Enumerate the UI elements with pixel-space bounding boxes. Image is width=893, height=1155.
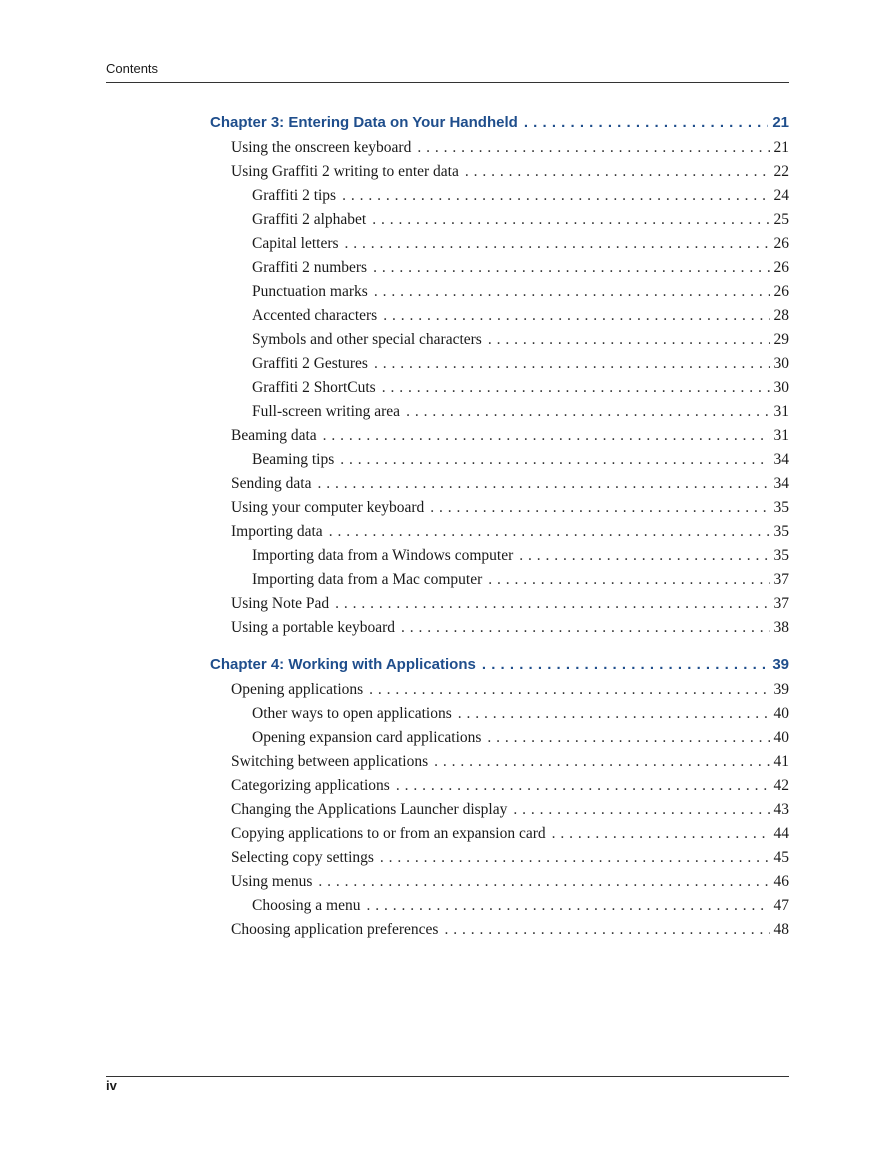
toc-entry[interactable] [210,678,789,702]
entry-page-number: 29 [773,331,789,348]
dot-leader [382,376,770,400]
toc-subentry[interactable] [210,184,789,208]
entry-page-number: 28 [773,307,789,324]
entry-title: Punctuation marks [252,283,368,300]
entry-page-number: 30 [773,355,789,372]
dot-leader [552,822,770,846]
chapter-section [210,110,789,640]
dot-leader [329,520,770,544]
table-of-contents [210,110,789,942]
entry-page-number: 37 [773,595,789,612]
toc-entry[interactable] [210,136,789,160]
toc-subentry[interactable] [210,448,789,472]
toc-entry[interactable] [210,592,789,616]
entry-title: Copying applications to or from an expansion card [231,825,546,842]
dot-leader [345,232,770,256]
entry-title: Graffiti 2 alphabet [252,211,367,228]
toc-subentry[interactable] [210,232,789,256]
toc-entry[interactable] [210,424,789,448]
entry-page-number: 45 [773,849,789,866]
entry-title: Categorizing applications [231,777,390,794]
toc-entry[interactable] [210,870,789,894]
entry-title: Selecting copy settings [231,849,374,866]
dot-leader [380,846,770,870]
entry-page-number: 34 [773,475,789,492]
toc-subentry[interactable] [210,352,789,376]
dot-leader [367,894,770,918]
entry-page-number: 26 [773,259,789,276]
toc-entry[interactable] [210,846,789,870]
entry-page-number: 37 [773,571,789,588]
dot-leader [374,352,770,376]
dot-leader [524,110,769,136]
toc-entry[interactable] [210,822,789,846]
entry-page-number: 43 [773,801,789,818]
entry-title: Importing data [231,523,323,540]
entry-title: Choosing a menu [252,897,361,914]
entry-title: Switching between applications [231,753,429,770]
entry-title: Accented characters [252,307,378,324]
entry-page-number: 34 [773,451,789,468]
entry-page-number: 35 [773,499,789,516]
dot-leader [383,304,769,328]
entry-title: Symbols and other special characters [252,331,482,348]
chapter-heading-link[interactable] [210,110,789,136]
entry-page-number: 24 [773,187,789,204]
toc-entry[interactable] [210,918,789,942]
entry-title: Importing data from a Mac computer [252,571,483,588]
entry-title: Using menus [231,873,313,890]
dot-leader [444,918,769,942]
entry-title: Full-screen writing area [252,403,401,420]
entry-page-number: 39 [773,681,789,698]
toc-entry[interactable] [210,520,789,544]
toc-subentry[interactable] [210,568,789,592]
dot-leader [430,496,769,520]
entry-title: Choosing application preferences [231,921,439,938]
chapter-title: Chapter 4: Working with Applications [210,656,476,673]
toc-subentry[interactable] [210,256,789,280]
dot-leader [318,870,769,894]
chapter-title: Chapter 3: Entering Data on Your Handheld [210,114,518,131]
entry-title: Using a portable keyboard [231,619,395,636]
dot-leader [488,568,769,592]
toc-subentry[interactable] [210,726,789,750]
entry-page-number: 38 [773,619,789,636]
dot-leader [458,702,770,726]
entry-title: Graffiti 2 tips [252,187,337,204]
dot-leader [374,280,770,304]
entry-title: Beaming tips [252,451,335,468]
chapter-page-number: 21 [772,114,789,131]
toc-subentry[interactable] [210,544,789,568]
toc-subentry[interactable] [210,894,789,918]
toc-entry[interactable] [210,774,789,798]
toc-subentry[interactable] [210,376,789,400]
entry-page-number: 35 [773,547,789,564]
toc-entry[interactable] [210,496,789,520]
entry-title: Other ways to open applications [252,705,452,722]
chapter-heading-link[interactable] [210,652,789,678]
dot-leader [465,160,770,184]
entry-page-number: 40 [773,705,789,722]
entry-title: Graffiti 2 numbers [252,259,368,276]
entry-title: Graffiti 2 Gestures [252,355,368,372]
entry-title: Using Graffiti 2 writing to enter data [231,163,459,180]
dot-leader [513,798,769,822]
entry-page-number: 26 [773,235,789,252]
dot-leader [318,472,770,496]
entry-page-number: 31 [773,403,789,420]
toc-subentry[interactable] [210,280,789,304]
entry-page-number: 30 [773,379,789,396]
entry-title: Using the onscreen keyboard [231,139,412,156]
dot-leader [406,400,769,424]
dot-leader [434,750,769,774]
entry-page-number: 41 [773,753,789,770]
chapter-page-number: 39 [772,656,789,673]
entry-page-number: 46 [773,873,789,890]
dot-leader [342,184,769,208]
chapter-section [210,652,789,942]
entry-page-number: 40 [773,729,789,746]
toc-subentry[interactable] [210,702,789,726]
dot-leader [482,652,768,678]
entry-title: Importing data from a Windows computer [252,547,514,564]
toc-entry[interactable] [210,472,789,496]
entry-page-number: 22 [773,163,789,180]
entry-page-number: 47 [773,897,789,914]
dot-leader [323,424,770,448]
entry-title: Using Note Pad [231,595,330,612]
toc-subentry[interactable] [210,304,789,328]
dot-leader [487,726,769,750]
dot-leader [401,616,770,640]
dot-leader [417,136,769,160]
toc-subentry[interactable] [210,208,789,232]
entry-title: Beaming data [231,427,317,444]
dot-leader [488,328,770,352]
entry-title: Opening expansion card applications [252,729,482,746]
entry-page-number: 48 [773,921,789,938]
toc-entry[interactable] [210,750,789,774]
toc-entry[interactable] [210,798,789,822]
entry-page-number: 42 [773,777,789,794]
page-number: iv [106,1078,117,1093]
header-rule [106,82,789,83]
dot-leader [372,208,769,232]
dot-leader [335,592,769,616]
dot-leader [340,448,769,472]
footer-rule [106,1076,789,1077]
entry-page-number: 21 [773,139,789,156]
dot-leader [519,544,769,568]
entry-page-number: 26 [773,283,789,300]
toc-subentry[interactable] [210,400,789,424]
dot-leader [373,256,769,280]
entry-title: Capital letters [252,235,339,252]
entry-page-number: 35 [773,523,789,540]
entry-title: Sending data [231,475,312,492]
entry-title: Graffiti 2 ShortCuts [252,379,376,396]
entry-page-number: 44 [773,825,789,842]
entry-title: Changing the Applications Launcher display [231,801,508,818]
dot-leader [369,678,769,702]
toc-entry[interactable] [210,616,789,640]
toc-subentry[interactable] [210,328,789,352]
entry-title: Using your computer keyboard [231,499,425,516]
entry-page-number: 25 [773,211,789,228]
toc-entry[interactable] [210,160,789,184]
running-head: Contents [106,61,159,76]
dot-leader [396,774,770,798]
entry-title: Opening applications [231,681,364,698]
entry-page-number: 31 [773,427,789,444]
